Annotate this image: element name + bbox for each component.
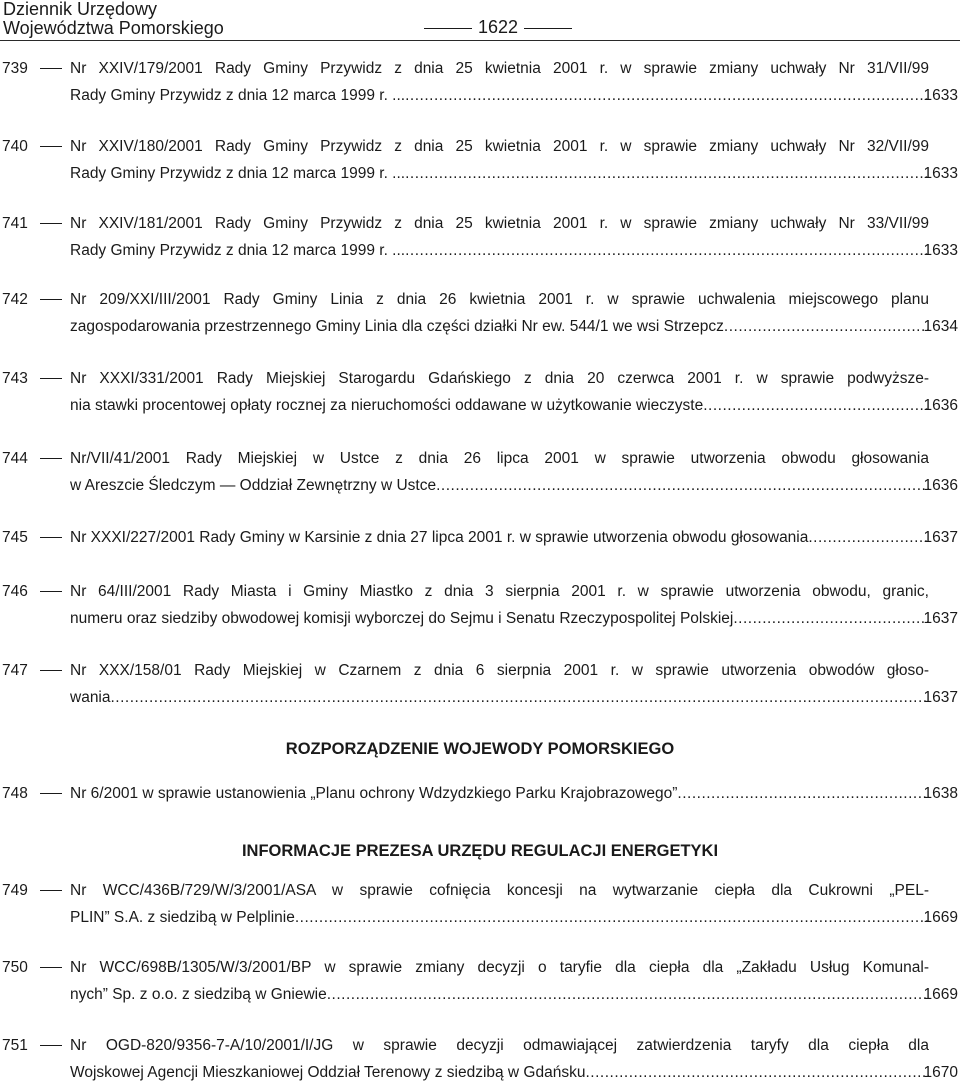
entry-number: 750 bbox=[2, 959, 28, 976]
entry-number: 740 bbox=[2, 138, 28, 155]
entry-line-text: nych” Sp. z o.o. z siedzibą w Gniewie bbox=[70, 986, 327, 1003]
entry-text bbox=[70, 877, 929, 931]
entry-number: 748 bbox=[2, 785, 28, 802]
journal-title-line2: Województwa Pomorskiego bbox=[3, 18, 224, 38]
leader-dots bbox=[677, 780, 929, 807]
entry-line-last bbox=[70, 472, 929, 499]
entry-line: Nr XXIV/179/2001 Rady Gminy Przywidz z dnia 25 kwietnia 2001 r. w sprawie zmiany uchwały Nr 31/VII/99 bbox=[70, 60, 929, 77]
entry-number: 742 bbox=[2, 291, 28, 308]
entry-page-number: 1637 bbox=[923, 689, 958, 706]
page-header bbox=[0, 0, 960, 41]
leader-dots bbox=[405, 160, 929, 187]
leader-dots bbox=[111, 684, 930, 711]
entry-text bbox=[70, 1032, 929, 1086]
entry-line: Nr XXX/158/01 Rady Miejskiej w Czarnem z dnia 6 sierpnia 2001 r. w sprawie utworzenia obwodów głoso- bbox=[70, 662, 929, 679]
section-heading-informacje-ure: INFORMACJE PREZESA URZĘDU REGULACJI ENERGETYKI bbox=[241, 842, 719, 860]
entry-page-number: 1633 bbox=[923, 165, 958, 182]
leader-dots bbox=[327, 981, 929, 1008]
entry-text bbox=[70, 286, 929, 340]
entry-line-text: w Areszcie Śledczym — Oddział Zewnętrzny w Ustce bbox=[70, 477, 437, 494]
entry-line-last bbox=[70, 82, 929, 109]
entry-dash bbox=[40, 299, 62, 300]
entry-page-number: 1637 bbox=[923, 529, 958, 546]
leader-dots bbox=[703, 392, 929, 419]
section-heading-rozporzadzenie: ROZPORZĄDZENIE WOJEWODY POMORSKIEGO bbox=[285, 740, 675, 758]
entry-dash bbox=[40, 146, 62, 147]
entry-line: Nr WCC/698B/1305/W/3/2001/BP w sprawie zmiany decyzji o taryfie dla ciepła dla „Zakładu Usług Komunal- bbox=[70, 959, 929, 976]
entry-page-number: 1636 bbox=[923, 397, 958, 414]
entry-page-number: 1638 bbox=[923, 785, 958, 802]
entry-page-number: 1637 bbox=[923, 610, 958, 627]
leader-dots bbox=[733, 605, 929, 632]
leader-dots bbox=[724, 313, 929, 340]
entry-line: Nr WCC/436B/729/W/3/2001/ASA w sprawie cofnięcia koncesji na wytwarzanie ciepła dla Cukrowni „PEL- bbox=[70, 882, 929, 899]
entry-line: Nr/VII/41/2001 Rady Miejskiej w Ustce z dnia 26 lipca 2001 w sprawie utworzenia obwodu głosowania bbox=[70, 450, 929, 467]
entry-line-last bbox=[70, 1059, 929, 1086]
entry-line-last bbox=[70, 605, 929, 632]
entry-text bbox=[70, 578, 929, 632]
entry-number: 739 bbox=[2, 60, 28, 77]
entry-line-text: Rady Gminy Przywidz z dnia 12 marca 1999 r. ... bbox=[70, 87, 406, 104]
entry-text bbox=[70, 524, 929, 551]
entry-line-last bbox=[70, 392, 929, 419]
entry-dash bbox=[40, 1045, 62, 1046]
entry-line: Nr 64/III/2001 Rady Miasta i Gminy Miastko z dnia 3 sierpnia 2001 r. w sprawie utworzenia obwodu, granic, bbox=[70, 583, 929, 600]
page-number-value: 1622 bbox=[478, 17, 519, 37]
entry-line-last bbox=[70, 904, 929, 931]
entry-line: Nr 209/XXI/III/2001 Rady Gminy Linia z dnia 26 kwietnia 2001 r. w sprawie uchwalenia miejscowego planu bbox=[70, 291, 929, 308]
entry-line-text: PLIN” S.A. z siedzibą w Pelplinie bbox=[70, 909, 295, 926]
entry-text bbox=[70, 55, 929, 109]
entry-text bbox=[70, 210, 929, 264]
entry-page-number: 1633 bbox=[923, 242, 958, 259]
entry-line-text: nia stawki procentowej opłaty rocznej za nieruchomości oddawane w użytkowanie wieczyste bbox=[70, 397, 704, 414]
journal-title-line1: Dziennik Urzędowy bbox=[3, 0, 158, 19]
entry-dash bbox=[40, 793, 62, 794]
entry-page-number: 1634 bbox=[923, 318, 958, 335]
entry-number: 751 bbox=[2, 1037, 28, 1054]
entry-page-number: 1636 bbox=[923, 477, 958, 494]
entry-page-number: 1669 bbox=[923, 986, 958, 1003]
entry-line-text: Rady Gminy Przywidz z dnia 12 marca 1999 r. ... bbox=[70, 242, 406, 259]
leader-dots bbox=[585, 1059, 929, 1086]
leader-dots bbox=[405, 82, 929, 109]
page-number bbox=[418, 17, 578, 37]
entry-line-last bbox=[70, 237, 929, 264]
entry-number: 749 bbox=[2, 882, 28, 899]
entry-dash bbox=[40, 967, 62, 968]
page-number-dash-right bbox=[524, 28, 572, 29]
entry-line-text: Wojskowej Agencji Mieszkaniowej Oddział Terenowy z siedzibą w Gdańsku bbox=[70, 1064, 586, 1081]
entry-line-last bbox=[70, 780, 929, 807]
journal-title bbox=[3, 0, 224, 38]
entry-text bbox=[70, 365, 929, 419]
entry-number: 747 bbox=[2, 662, 28, 679]
entry-line: Nr XXIV/181/2001 Rady Gminy Przywidz z dnia 25 kwietnia 2001 r. w sprawie zmiany uchwały Nr 33/VII/99 bbox=[70, 215, 929, 232]
entry-dash bbox=[40, 223, 62, 224]
entry-dash bbox=[40, 890, 62, 891]
entry-line-last bbox=[70, 524, 929, 551]
entry-line-text: Nr XXXI/227/2001 Rady Gminy w Karsinie z dnia 27 lipca 2001 r. w sprawie utworzenia obwodu głosowania bbox=[70, 529, 809, 546]
leader-dots bbox=[436, 472, 929, 499]
entry-line-text: Nr 6/2001 w sprawie ustanowienia „Planu ochrony Wdzydzkiego Parku Krajobrazowego” bbox=[70, 785, 678, 802]
entry-page-number: 1633 bbox=[923, 87, 958, 104]
entry-line-text: zagospodarowania przestrzennego Gminy Linia dla części działki Nr ew. 544/1 we wsi Strzepcz bbox=[70, 318, 724, 335]
entry-line-last bbox=[70, 684, 929, 711]
entry-line-text: numeru oraz siedziby obwodowej komisji wyborczej do Sejmu i Senatu Rzeczypospolitej Polskiej bbox=[70, 610, 734, 627]
entry-page-number: 1669 bbox=[923, 909, 958, 926]
entry-dash bbox=[40, 378, 62, 379]
entry-line: Nr XXXI/331/2001 Rady Miejskiej Starogardu Gdańskiego z dnia 20 czerwca 2001 r. w sprawie podwyższe- bbox=[70, 370, 929, 387]
entry-text bbox=[70, 445, 929, 499]
entry-number: 743 bbox=[2, 370, 28, 387]
entry-line: Nr OGD-820/9356-7-A/10/2001/I/JG w sprawie decyzji odmawiającej zatwierdzenia taryfy dla ciepła dla bbox=[70, 1037, 929, 1054]
entry-dash bbox=[40, 68, 62, 69]
entry-number: 745 bbox=[2, 529, 28, 546]
entry-dash bbox=[40, 458, 62, 459]
leader-dots bbox=[405, 237, 929, 264]
entry-line: Nr XXIV/180/2001 Rady Gminy Przywidz z dnia 25 kwietnia 2001 r. w sprawie zmiany uchwały Nr 32/VII/99 bbox=[70, 138, 929, 155]
leader-dots bbox=[808, 524, 929, 551]
entry-number: 744 bbox=[2, 450, 28, 467]
entry-line-last bbox=[70, 981, 929, 1008]
entry-text bbox=[70, 780, 929, 807]
entry-text bbox=[70, 954, 929, 1008]
entry-dash bbox=[40, 591, 62, 592]
entry-line-text: wania bbox=[70, 689, 111, 706]
entry-dash bbox=[40, 670, 62, 671]
entry-line-text: Rady Gminy Przywidz z dnia 12 marca 1999 r. ... bbox=[70, 165, 406, 182]
entry-line-last bbox=[70, 313, 929, 340]
entry-page-number: 1670 bbox=[923, 1064, 958, 1081]
entry-line-last bbox=[70, 160, 929, 187]
page-number-dash-left bbox=[424, 28, 472, 29]
entry-text bbox=[70, 657, 929, 711]
entry-text bbox=[70, 133, 929, 187]
entry-number: 746 bbox=[2, 583, 28, 600]
entry-number: 741 bbox=[2, 215, 28, 232]
entry-dash bbox=[40, 537, 62, 538]
leader-dots bbox=[295, 904, 929, 931]
